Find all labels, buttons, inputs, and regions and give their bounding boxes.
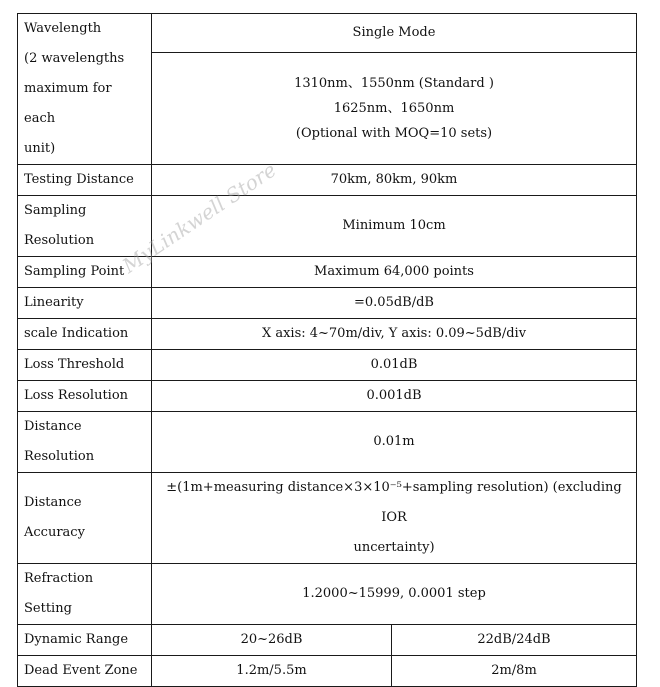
row-label: Dead Event Zone xyxy=(18,656,152,687)
wavelength-label xyxy=(18,14,152,165)
table-row xyxy=(18,625,637,656)
table-row xyxy=(18,656,637,687)
table-row xyxy=(18,350,637,381)
row-label: scale Indication xyxy=(18,319,152,350)
row-value-b: 2m/8m xyxy=(392,656,637,687)
label-line: maximum for each xyxy=(24,81,112,126)
wavelength-value xyxy=(152,53,637,165)
row-label: Loss Resolution xyxy=(18,381,152,412)
row-value: =0.05dB/dB xyxy=(152,288,637,319)
row-value-a: 20~26dB xyxy=(152,625,392,656)
row-label xyxy=(18,196,152,257)
row-label: Refraction Setting xyxy=(18,564,152,625)
row-label: Distance Resolution xyxy=(18,412,152,473)
row-value: 70km, 80km, 90km xyxy=(152,165,637,196)
value-line: (Optional with MOQ=10 sets) xyxy=(295,126,493,142)
row-value: 1.2000~15999, 0.0001 step xyxy=(152,564,637,625)
row-value: 0.01dB xyxy=(152,350,637,381)
row-label: Linearity xyxy=(18,288,152,319)
table-row xyxy=(18,165,637,196)
row-value-a: 1.2m/5.5m xyxy=(152,656,392,687)
row-value xyxy=(152,473,637,564)
label-line: unit) xyxy=(24,141,56,156)
value-line: 1310nm、1550nm (Standard ) xyxy=(294,76,494,92)
table-row xyxy=(18,319,637,350)
row-label: Sampling Point xyxy=(18,257,152,288)
value-line: ±(1m+measuring distance×3×10⁻⁵+sampling resolution) (excluding IOR xyxy=(166,480,622,525)
row-label: Loss Threshold xyxy=(18,350,152,381)
table-row xyxy=(18,412,637,473)
row-label: Dynamic Range xyxy=(18,625,152,656)
table-row xyxy=(18,564,637,625)
spec-table xyxy=(17,13,637,687)
row-value: Maximum 64,000 points xyxy=(152,257,637,288)
table-row xyxy=(18,288,637,319)
row-value: X axis: 4~70m/div, Y axis: 0.09~5dB/div xyxy=(152,319,637,350)
label-line: (2 wavelengths xyxy=(24,51,125,66)
table-row xyxy=(18,381,637,412)
row-label: Distance Accuracy xyxy=(18,473,152,564)
label-line: Resolution xyxy=(24,233,95,248)
single-mode-header: Single Mode xyxy=(152,14,637,53)
row-value: 0.001dB xyxy=(152,381,637,412)
table-row xyxy=(18,196,637,257)
row-value-b: 22dB/24dB xyxy=(392,625,637,656)
label-line: Wavelength xyxy=(24,21,102,36)
label-line: Sampling xyxy=(24,203,87,218)
table-row xyxy=(18,257,637,288)
value-line: 1625nm、1650nm xyxy=(333,101,455,117)
row-label: Testing Distance xyxy=(18,165,152,196)
table-row xyxy=(18,473,637,564)
row-value: 0.01m xyxy=(152,412,637,473)
value-line: uncertainty) xyxy=(353,540,435,555)
table-row xyxy=(18,14,637,53)
store-watermark: MyLinkwell Store xyxy=(118,157,281,278)
row-value: Minimum 10cm xyxy=(152,196,637,257)
